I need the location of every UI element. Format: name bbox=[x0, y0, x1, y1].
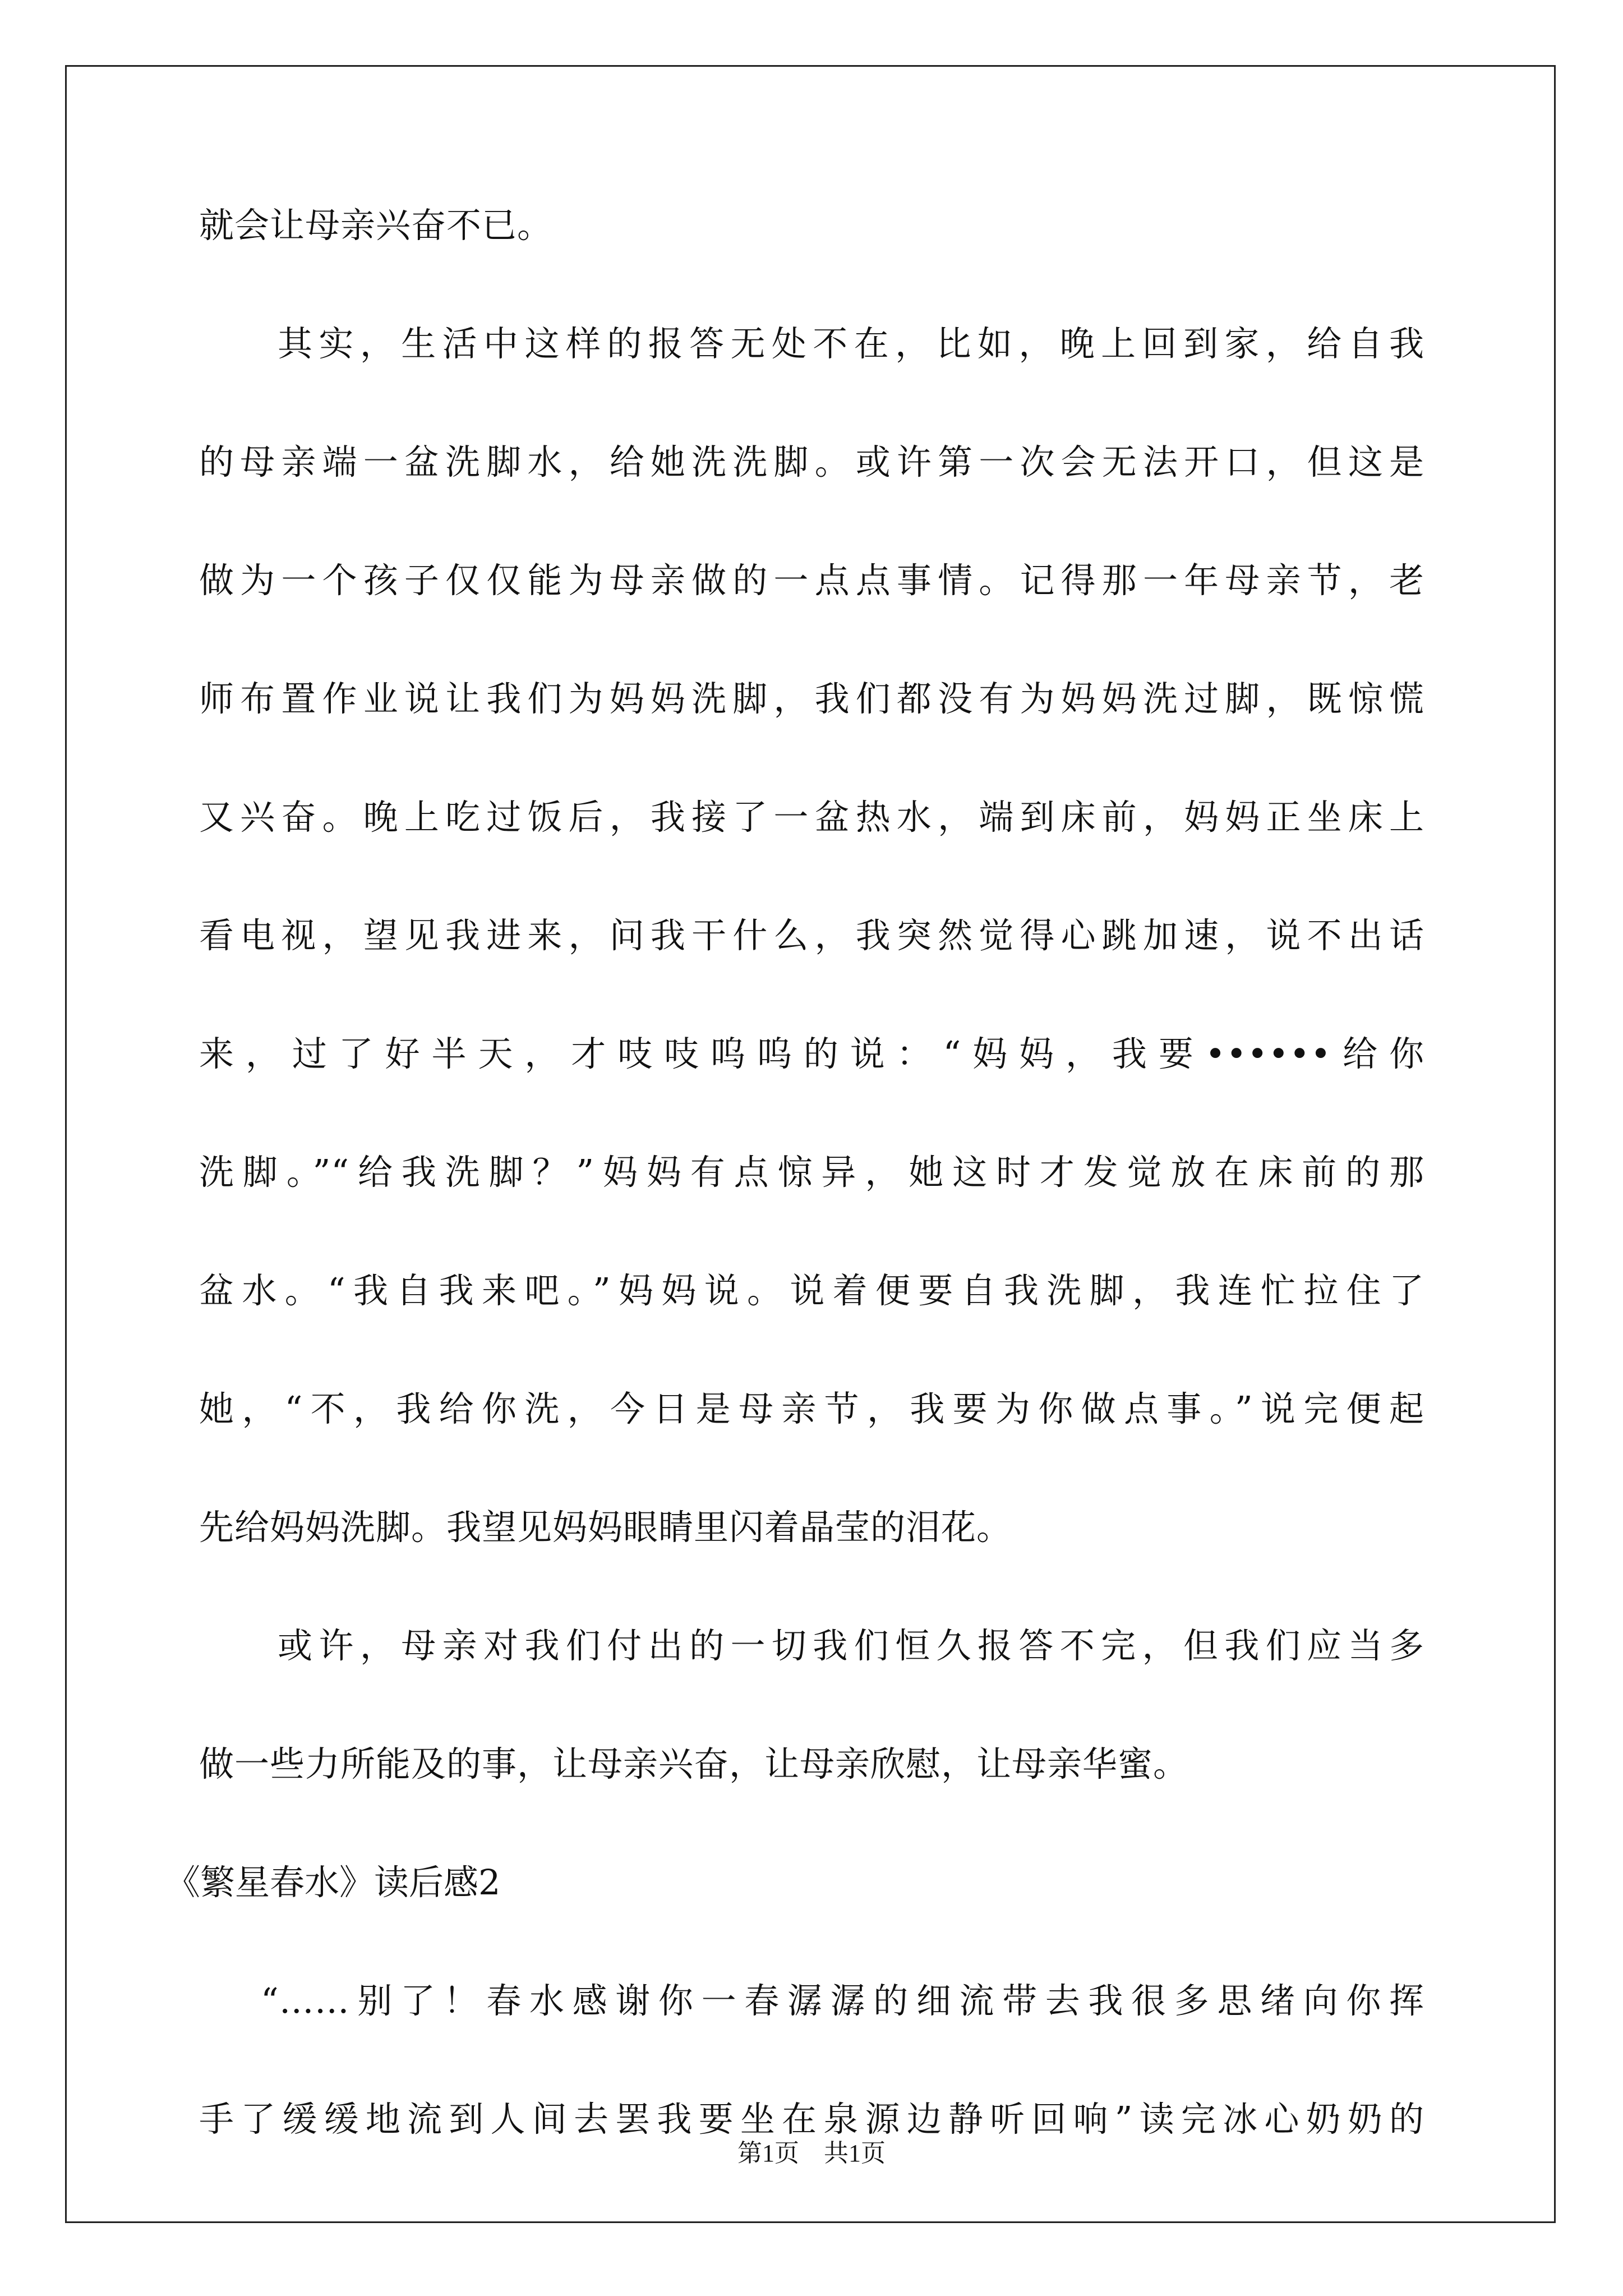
paragraph-line: 她，“不，我给你洗，今日是母亲节，我要为你做点事。”说完便起 bbox=[199, 1388, 1424, 1429]
paragraph-line: 先给妈妈洗脚。我望见妈妈眼睛里闪着晶莹的泪花。 bbox=[199, 1507, 1012, 1548]
paragraph-line: 又兴奋。晚上吃过饭后，我接了一盆热水，端到床前，妈妈正坐床上 bbox=[199, 797, 1424, 838]
paragraph-line: 师布置作业说让我们为妈妈洗脚，我们都没有为妈妈洗过脚，既惊慌 bbox=[199, 678, 1424, 719]
paragraph-line: 洗脚。”“给我洗脚？”妈妈有点惊异，她这时才发觉放在床前的那 bbox=[199, 1152, 1424, 1193]
paragraph-line: 盆水。“我自我来吧。”妈妈说。说着便要自我洗脚，我连忙拉住了 bbox=[199, 1270, 1424, 1311]
paragraph-line: 就会让母亲兴奋不已。 bbox=[199, 205, 553, 246]
paragraph-line: 其实，生活中这样的报答无处不在，比如，晚上回到家，给自我 bbox=[278, 323, 1424, 364]
document-body bbox=[165, 203, 1424, 2215]
paragraph-line: 看电视，望见我进来，问我干什么，我突然觉得心跳加速，说不出话 bbox=[199, 915, 1424, 956]
paragraph-line: 的母亲端一盆洗脚水，给她洗洗脚。或许第一次会无法开口，但这是 bbox=[199, 441, 1424, 482]
paragraph-line: 或许，母亲对我们付出的一切我们恒久报答不完，但我们应当多 bbox=[278, 1625, 1424, 1666]
page-footer bbox=[0, 2133, 1623, 2169]
section-heading: 《繁星春水》读后感2 bbox=[165, 1862, 501, 1903]
paragraph-line: 手了缓缓地流到人间去罢我要坐在泉源边静听回响”读完冰心奶奶的 bbox=[199, 2099, 1424, 2139]
paragraph-line: 做一些力所能及的事，让母亲兴奋，让母亲欣慰，让母亲华蜜。 bbox=[199, 1743, 1189, 1784]
paragraph-line: 来，过了好半天，才吱吱呜呜的说：“妈妈，我要••••••给你 bbox=[199, 1033, 1424, 1074]
paragraph-line: 做为一个孩子仅仅能为母亲做的一点点事情。记得那一年母亲节，老 bbox=[199, 560, 1424, 601]
page-number-label: 第1页 共1页 bbox=[737, 2139, 886, 2167]
paragraph-line: “……别了！春水感谢你一春潺潺的细流带去我很多思绪向你挥 bbox=[261, 1980, 1424, 2021]
